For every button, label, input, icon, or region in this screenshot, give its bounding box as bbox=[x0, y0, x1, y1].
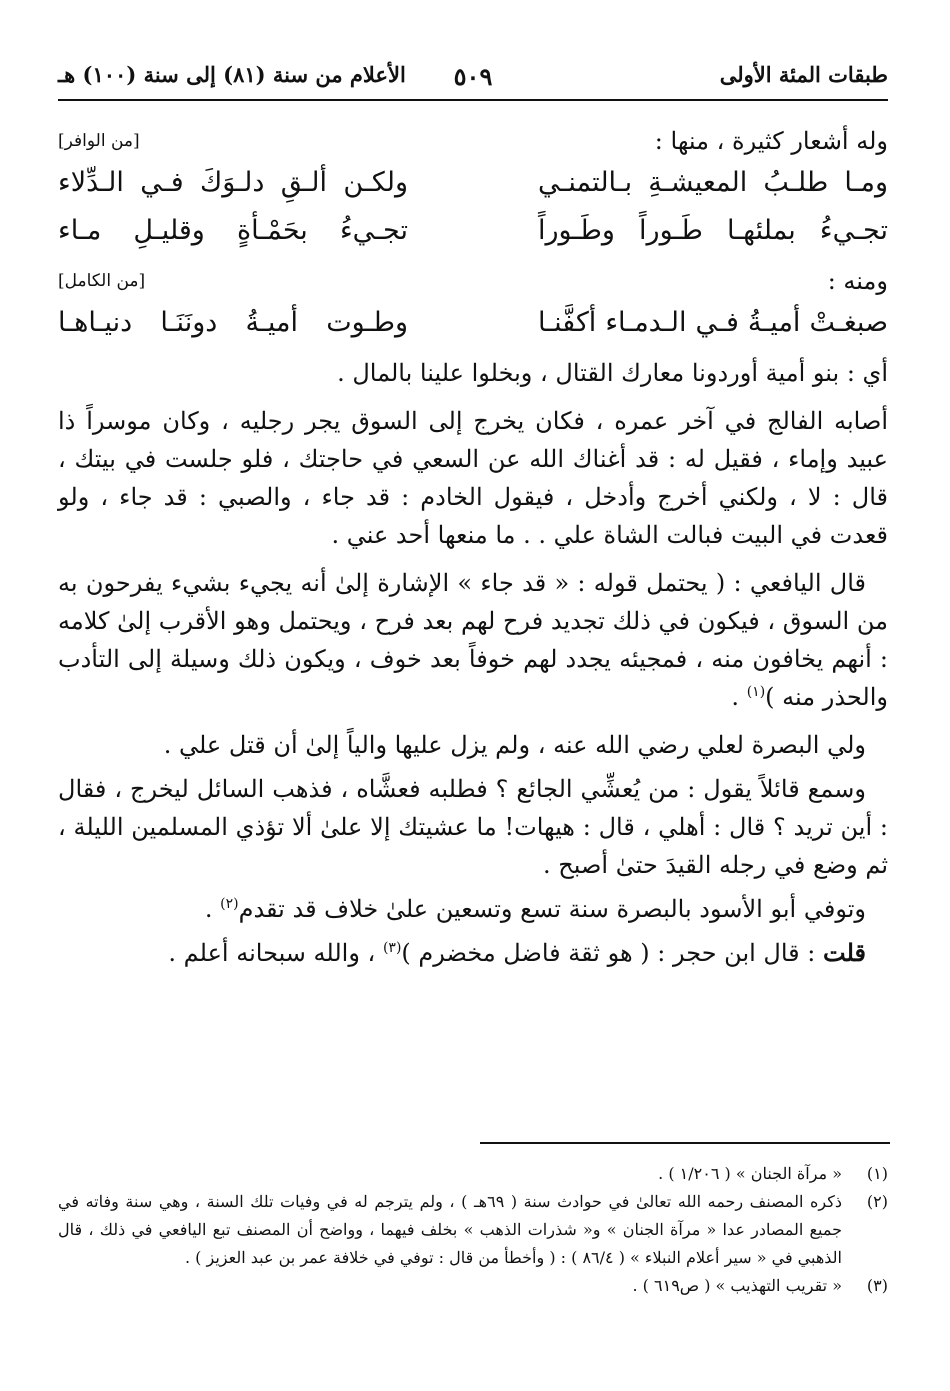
verse-line bbox=[58, 300, 888, 348]
verse-first-hemistich: صبغـتْ أميـةُ فـي الـدمـاء أكفَّنـا bbox=[538, 307, 888, 338]
header-divider bbox=[58, 99, 888, 101]
paragraph-yafii: قال اليافعي : ( يحتمل قوله : « قد جاء » الإشارة إلىٰ أنه يجيء بشيء يفرحون به من السوق ، فيكون في ذلك تجديد فرح لهم بعد فرح ، ويحتمل وهو الأقرب إلىٰ كلامه : أنهم يخافون منه ، فمجيئه يجدد لهم خوفاً بعد خوف ، ويكون ذلك وسيلة إلى التأدب والحذر منه )$^{(١)}$ . bbox=[58, 569, 888, 711]
running-header bbox=[58, 62, 888, 92]
poem-intro-text: وله أشعار كثيرة ، منها : bbox=[654, 127, 888, 155]
footnote-item bbox=[58, 1272, 888, 1300]
poem-intro-1 bbox=[58, 122, 888, 160]
paragraph-qult-text: : قال ابن حجر : ( هو ثقة فاضل مخضرم ) bbox=[401, 939, 816, 967]
poem-intro-text: ومنه : bbox=[827, 267, 888, 295]
footnote-item bbox=[58, 1160, 888, 1188]
page-number: ٥٠٩ bbox=[453, 62, 493, 91]
footnote-divider bbox=[480, 1142, 890, 1144]
book-title: طبقات المئة الأولى bbox=[719, 62, 888, 87]
verse-line bbox=[58, 208, 888, 256]
meter-label: [من الكامل] bbox=[58, 271, 146, 291]
paragraph-death-text: وتوفي أبو الأسود بالبصرة سنة تسع وتسعين علىٰ خلاف قد تقدم bbox=[238, 895, 866, 923]
paragraph-qult bbox=[58, 934, 888, 972]
paragraph-explanation: أي : بنو أمية أوردونا معارك القتال ، وبخلوا علينا بالمال . bbox=[337, 359, 888, 387]
footnote-ref[interactable]: (٢) bbox=[220, 896, 239, 912]
paragraph-death: وتوفي أبو الأسود بالبصرة سنة تسع وتسعين علىٰ خلاف قد تقدم$^{(٢)}$ . bbox=[204, 895, 866, 923]
paragraph-falij: أصابه الفالج في آخر عمره ، فكان يخرج إلى السوق يجر رجليه ، وكان موسراً ذا عبيد وإماء ، فقيل له : قد أغناك الله عن السعي في حاجتك ، فلو جلست في بيتك ، قال : لا ، ولكني أخرج وأدخل ، فيقول الخادم : قد جاء ، والصبي : قد جاء ، ولو قعدت في البيت فبالت الشاة علي . . ما منعها أحد عني . bbox=[58, 407, 888, 549]
footnote-ref[interactable]: (٣) bbox=[382, 940, 402, 956]
paragraph-hungry: وسمع قائلاً يقول : من يُعشِّي الجائع ؟ فطلبه فعشَّاه ، فذهب السائل ليخرج ، فقال : أين تريد ؟ قال : أهلي ، قال : هيهات! ما عشيتك إلا علىٰ ألا تؤذي المسلمين الليلة ، ثم وضع في رجله القيدَ حتىٰ أصبح . bbox=[58, 775, 889, 879]
main-text bbox=[58, 122, 888, 972]
footnote-ref[interactable]: (١) bbox=[746, 684, 766, 700]
footnote-number: (٣) bbox=[866, 1276, 888, 1295]
verse-first-hemistich: ومـا طلـبُ المعيشـةِ بـالتمنـي bbox=[538, 167, 888, 198]
footnotes bbox=[58, 1160, 888, 1300]
verse-first-hemistich: تجـيءُ بملئهـا طَـوراً وطَـوراً bbox=[538, 215, 888, 246]
footnote-text: « تقريب التهذيب » ( ص٦١٩ ) . bbox=[632, 1276, 842, 1295]
qult-label: قلت bbox=[823, 938, 866, 967]
meter-label: [من الوافر] bbox=[58, 131, 140, 151]
footnote-item bbox=[58, 1188, 888, 1272]
section-title: الأعلام من سنة (٨١) إلى سنة (١٠٠) هـ bbox=[58, 62, 406, 87]
verse-second-hemistich: تجـيءُ بحَمْـأةٍ وقليـلِ مـاء bbox=[58, 215, 408, 246]
paragraph-qult-end: ، والله سبحانه أعلم . bbox=[168, 939, 376, 967]
paragraph-basra: ولي البصرة لعلي رضي الله عنه ، ولم يزل عليها والياً إلىٰ أن قتل علي . bbox=[163, 731, 866, 759]
verse-line bbox=[58, 160, 888, 208]
poem-intro-2 bbox=[58, 262, 888, 300]
footnote-number: (١) bbox=[866, 1164, 888, 1183]
verse-second-hemistich: وطـوت أميـةُ دونَنَـا دنيـاهـا bbox=[58, 307, 408, 338]
verse-second-hemistich: ولكـن ألـقِ دلـوَكَ فـي الـدِّلاء bbox=[58, 167, 408, 198]
footnote-number: (٢) bbox=[866, 1192, 888, 1211]
footnote-text: « مرآة الجنان » ( ١/٢٠٦ ) . bbox=[658, 1164, 842, 1183]
paragraph-yafii-text: قال اليافعي : ( يحتمل قوله : « قد جاء » الإشارة إلىٰ أنه يجيء بشيء يفرحون به من السوق ، فيكون في ذلك تجديد فرح لهم بعد فرح ، ويحتمل وهو الأقرب إلىٰ كلامه : أنهم يخافون منه ، فمجيئه يجدد لهم خوفاً بعد خوف ، ويكون ذلك وسيلة إلى التأدب والحذر منه ) bbox=[58, 569, 888, 711]
footnote-text: ذكره المصنف رحمه الله تعالىٰ في حوادث سنة ( ٦٩هـ ) ، ولم يترجم له في وفيات تلك السنة ، وهي سنة وفاته في جميع المصادر عدا « مرآة الجنان » و« شذرات الذهب » بخلف فيهما ، وواضح أن المصنف تبع اليافعي في ذلك ، قال الذهبي في « سير أعلام النبلاء » ( ٨٦/٤ ) : ( وأخطأ من قال : توفي في خلافة عمر بن عبد العزيز ) . bbox=[58, 1192, 843, 1267]
